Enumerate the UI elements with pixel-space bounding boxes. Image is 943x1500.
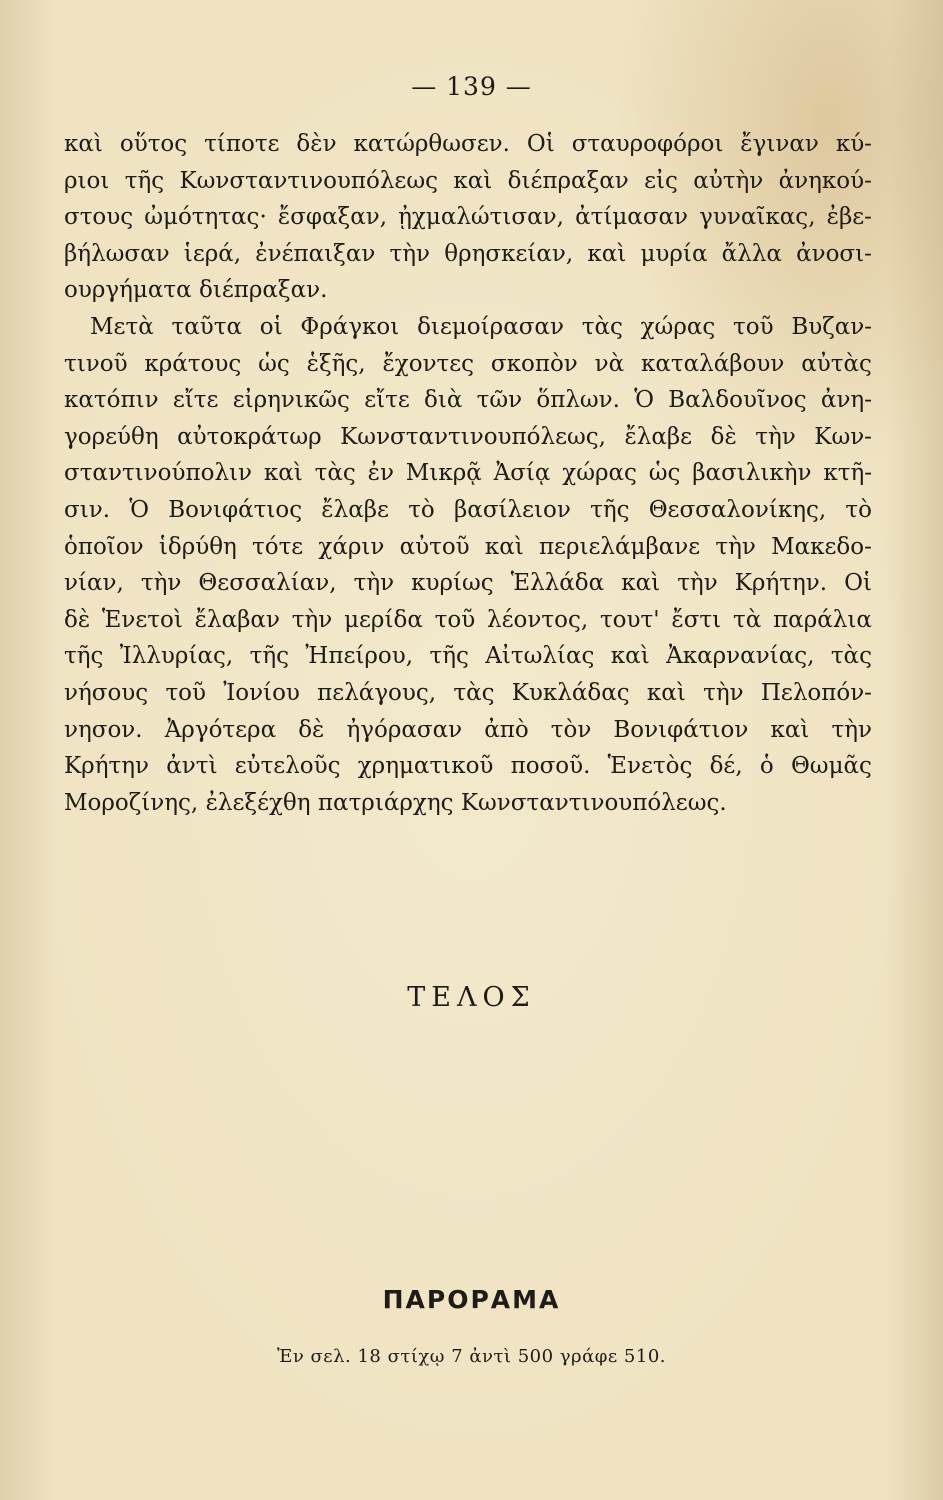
word: εἴτε <box>172 387 219 414</box>
word: τῆς <box>429 643 469 670</box>
word: ἐν <box>367 460 394 487</box>
word: ἀνη- <box>820 387 872 414</box>
text-line <box>64 346 872 383</box>
word: καὶ <box>770 716 810 743</box>
word: τὴν <box>140 570 182 597</box>
word: σκοπὸν <box>490 350 578 377</box>
word: τὴν <box>677 570 718 597</box>
word: ὡς <box>258 350 290 377</box>
text-line <box>64 602 872 639</box>
word: Θωμᾶς <box>790 753 872 780</box>
word: τὸν <box>550 716 592 743</box>
word: ἠγόρασαν <box>346 716 463 743</box>
word: νήσους <box>64 679 149 706</box>
word: τὰ <box>732 606 762 633</box>
end-heading: ΤΕΛΟΣ <box>407 982 536 1013</box>
word: τινοῦ <box>64 350 128 377</box>
word: νίαν, <box>64 570 124 597</box>
word: πελάγους, <box>317 679 437 706</box>
text-line <box>64 163 872 200</box>
word: τὰς <box>453 679 495 706</box>
word: τὸ <box>845 496 872 523</box>
word: ἑξῆς, <box>306 350 366 377</box>
word: τὴν <box>831 716 872 743</box>
word: μερίδα <box>344 606 423 633</box>
word: τὰς <box>314 460 356 487</box>
word: ὁ <box>759 753 774 780</box>
word: ὁποῖον <box>64 533 144 560</box>
word: καὶ <box>64 131 103 157</box>
word: Ἠπείρου, <box>305 643 414 670</box>
word: λέοντος, <box>487 606 589 633</box>
word: αὐτοῦ <box>399 533 470 560</box>
word: τοῦ <box>165 679 206 706</box>
word: τότε <box>252 533 304 560</box>
word: αὐτὰς <box>801 350 872 377</box>
word: τῆς <box>124 167 165 194</box>
word: τὰς <box>830 643 872 670</box>
word: τῆς <box>249 643 289 670</box>
word: Ὁ <box>129 496 149 523</box>
word: τὴν <box>291 606 333 633</box>
word: ἀντὶ <box>166 753 218 780</box>
word: καὶ <box>621 570 661 597</box>
word: τὸ <box>408 496 435 523</box>
word: ἔλαβε <box>321 496 389 523</box>
word: τὴν <box>755 423 796 450</box>
word: Κρήτην. <box>734 570 828 597</box>
word: Θεσσαλίαν, <box>198 570 337 597</box>
word: ἔχοντες <box>382 350 475 377</box>
word: Κωνσταντινουπόλεως <box>179 167 438 194</box>
word: τοῦ <box>434 606 476 633</box>
word: ὡς <box>648 460 681 487</box>
word: Κωνσταντινουπόλεως, <box>340 423 606 450</box>
word: χάριν <box>318 533 385 560</box>
word: δὲ <box>298 716 325 743</box>
word: ὅπλων. <box>536 387 620 414</box>
word: ἀτίμασαν <box>575 204 689 231</box>
word: περιελάμβανε <box>538 533 701 560</box>
word: τίποτε <box>204 131 280 157</box>
text-line <box>64 126 872 163</box>
word: κυρίως <box>411 570 494 597</box>
word: ἱερά, <box>183 240 242 267</box>
word: Βονιφάτιος <box>168 496 303 523</box>
word: τὴν <box>353 570 395 597</box>
word: τουτ' <box>599 606 660 633</box>
word: καὶ <box>587 240 627 267</box>
word: ταῦτα <box>171 313 242 340</box>
text-line <box>64 748 872 785</box>
word: Ἰλλυρίας, <box>119 643 234 670</box>
word: ἀνοσι- <box>796 240 872 267</box>
text-line <box>64 199 872 236</box>
word: τῆς <box>64 643 104 670</box>
errata-title: ΠΑΡΟΡΑΜΑ <box>382 1285 561 1314</box>
word: θρησκείαν, <box>444 240 574 267</box>
word: ἔλαβε <box>624 423 693 450</box>
word: ἔλαβαν <box>194 606 280 633</box>
word: τοῦ <box>733 313 774 340</box>
word: καὶ <box>484 533 524 560</box>
text-line <box>64 492 872 529</box>
word: νησον. <box>64 716 143 743</box>
text-line <box>64 638 872 675</box>
word: τὴν <box>389 240 431 267</box>
word: παράλια <box>773 606 872 633</box>
errata-text: Ἐν σελ. 18 στίχῳ 7 ἀντὶ 500 γράφε 510. <box>276 1346 667 1367</box>
word: οὕτος <box>119 131 188 157</box>
word: τὴν <box>715 533 756 560</box>
word: δὲν <box>296 131 337 157</box>
word: στους <box>64 204 134 231</box>
word: Ἀργότερα <box>164 716 277 743</box>
text-line <box>64 455 872 492</box>
word: ἀνηκού- <box>778 167 872 194</box>
word: μυρία <box>640 240 708 267</box>
text-line <box>64 565 872 602</box>
word: Ὁ <box>634 387 654 414</box>
word: χρηματικοῦ <box>357 753 494 780</box>
word: Μετὰ <box>90 313 154 340</box>
word: σιν. <box>64 496 111 523</box>
word: Οἱ <box>526 131 555 157</box>
word: γορεύθη <box>64 423 159 450</box>
word: Ἰονίου <box>223 679 300 706</box>
word: καταλάβουν <box>641 350 785 377</box>
text-line <box>64 382 872 419</box>
word: κύ- <box>835 131 872 157</box>
word: τῶν <box>476 387 523 414</box>
word: τὴν <box>703 679 744 706</box>
word: ἐβε- <box>826 204 872 231</box>
word: Βυζαν- <box>791 313 872 340</box>
word: σταυροφόροι <box>571 131 724 157</box>
word: Μοροζίνης, <box>64 789 199 816</box>
word: Ἑνετοὶ <box>102 606 183 633</box>
word: κατώρθωσεν. <box>353 131 510 157</box>
body-text <box>64 126 872 821</box>
word: Μικρᾷ <box>405 460 482 487</box>
text-line <box>64 309 872 346</box>
word: Βονιφάτιον <box>613 716 749 743</box>
word: Κωνσταντινουπόλεως. <box>460 789 727 816</box>
word: εἴτε <box>364 387 410 414</box>
word: βήλωσαν <box>64 240 170 267</box>
word: Θεσσαλονίκης, <box>648 496 827 523</box>
word: κτῆ- <box>823 460 872 487</box>
text-line <box>64 529 872 566</box>
word: ᾐχμαλώτισαν, <box>398 204 564 231</box>
word: διέπραξαν <box>507 167 629 194</box>
word: πατριάρχης <box>317 789 454 816</box>
word: τῆς <box>590 496 630 523</box>
word: βασίλειον <box>453 496 571 523</box>
word: ἐλεξέχθη <box>205 789 311 816</box>
word: καὶ <box>263 460 303 487</box>
word: κατόπιν <box>64 387 159 414</box>
text-line <box>64 272 872 309</box>
word: καὶ <box>646 679 686 706</box>
word: χώρας <box>640 313 716 340</box>
text-line <box>64 419 872 456</box>
word: ὠμότητας· <box>144 204 267 231</box>
text-line <box>64 675 872 712</box>
word: καὶ <box>453 167 493 194</box>
word: διέπραξαν. <box>198 277 328 304</box>
word: ἔγιναν <box>740 131 819 157</box>
word: βασιλικὴν <box>692 460 812 487</box>
word: ουργήματα <box>64 277 192 304</box>
word: διὰ <box>424 387 463 414</box>
word: χώρας <box>562 460 637 487</box>
word: ἄλλα <box>721 240 782 267</box>
word: σταντινούπολιν <box>64 460 253 487</box>
text-line <box>64 712 872 749</box>
word: Οἱ <box>844 570 872 597</box>
word: Κυκλάδας <box>511 679 630 706</box>
word: εὐτελοῦς <box>234 753 341 780</box>
word: οἱ <box>259 313 283 340</box>
word: αὐτὴν <box>693 167 764 194</box>
word: Ἀσίᾳ <box>493 460 551 487</box>
word: Ἀκαρνανίας, <box>666 643 815 670</box>
text-line <box>64 785 872 822</box>
word: δὲ <box>64 606 91 633</box>
word: ἔστι <box>671 606 722 633</box>
word: ἀπὸ <box>484 716 529 743</box>
word: εἰρηνικῶς <box>232 387 350 414</box>
word: κράτους <box>144 350 242 377</box>
text-line <box>64 236 872 273</box>
word: ποσοῦ. <box>510 753 591 780</box>
word: δέ, <box>709 753 743 780</box>
word: διεμοίρασαν <box>417 313 564 340</box>
word: Βαλδουῖνος <box>668 387 807 414</box>
word: αὐτοκράτωρ <box>177 423 322 450</box>
word: γυναῖκας, <box>699 204 816 231</box>
word: ἐνέπαιξαν <box>255 240 376 267</box>
word: Πελοπόν- <box>760 679 872 706</box>
word: δὲ <box>710 423 737 450</box>
word: ἔσφαξαν, <box>277 204 388 231</box>
word: Φράγκοι <box>300 313 400 340</box>
word: Ἑλλάδα <box>510 570 605 597</box>
word: ριοι <box>64 167 110 194</box>
word: Κων- <box>814 423 872 450</box>
word: εἰς <box>644 167 678 194</box>
page-number: — 139 — <box>411 72 532 101</box>
word: Κρήτην <box>64 753 149 780</box>
word: Αἰτωλίας <box>485 643 595 670</box>
word: ἱδρύθη <box>158 533 237 560</box>
word: Μακεδο- <box>771 533 872 560</box>
word: Ἑνετὸς <box>607 753 693 780</box>
word: τὰς <box>581 313 623 340</box>
word: καὶ <box>610 643 650 670</box>
word: νὰ <box>594 350 625 377</box>
